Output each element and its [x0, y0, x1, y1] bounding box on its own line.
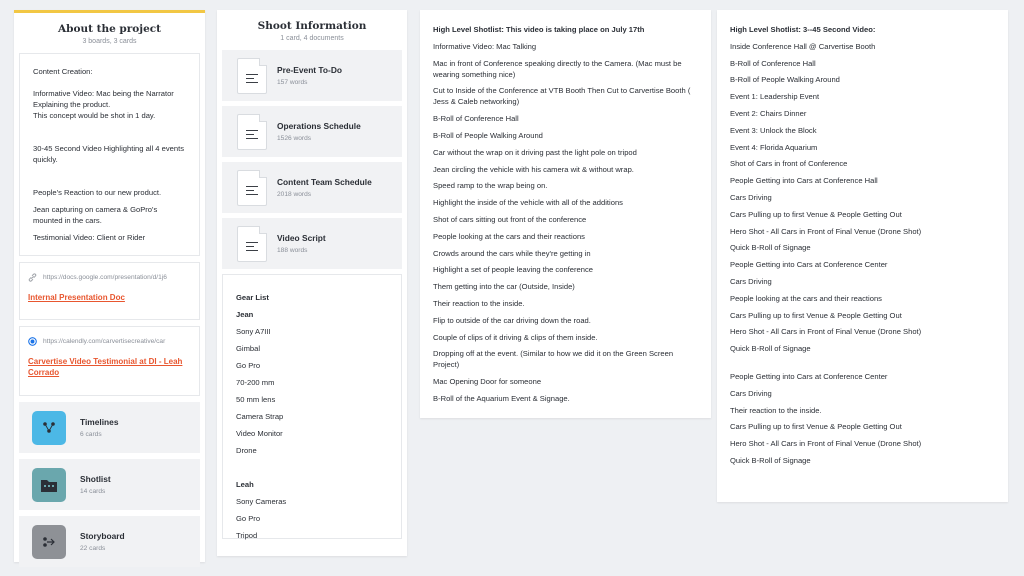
shot-item: Informative Video: Mac Talking — [433, 41, 537, 51]
board-name: Timelines — [80, 417, 119, 427]
shot-item: Flip to outside of the car driving down the road. — [433, 315, 591, 325]
shot-item: Cars Pulling up to first Venue & People Getting Out — [730, 209, 902, 219]
about-title: About the project — [57, 23, 162, 35]
document-words: 1526 words — [277, 135, 312, 142]
shot-item: B-Roll of Conference Hall — [433, 114, 519, 124]
document-name: Pre-Event To-Do — [277, 65, 342, 75]
document-words: 157 words — [277, 79, 308, 86]
board-name: Shotlist — [80, 474, 111, 484]
document-card[interactable] — [222, 106, 402, 157]
shot-item: Jean circling the vehicle with his camera wit & without wrap. — [433, 164, 634, 174]
document-icon — [237, 58, 267, 94]
about-subtitle: 3 boards, 3 cards — [82, 38, 137, 45]
shot-item: Mac in front of Conference speaking directly to the Camera. (Mac must be wearing something nice) — [433, 58, 682, 79]
shot-item: Cars Driving — [730, 388, 772, 398]
link-icon — [28, 273, 37, 282]
link-title-presentation[interactable]: Internal Presentation Doc — [28, 293, 125, 302]
content-line: This concept would be shot in 1 day. — [33, 111, 156, 120]
gear-owner-jean: Jean — [236, 310, 254, 319]
shot-item: Dropping off at the event. (Similar to how we did it on the Green Screen Project) — [433, 349, 674, 370]
board-name: Storyboard — [80, 531, 125, 541]
gear-item: 70-200 mm — [236, 378, 275, 387]
shot-item: Speed ramp to the wrap being on. — [433, 181, 548, 191]
shot-item: Shot of cars sitting out front of the conference — [433, 214, 587, 224]
link-url-row — [28, 337, 191, 346]
gear-item: Gimbal — [236, 344, 261, 353]
shot-item: People Getting into Cars at Conference Hall — [730, 176, 878, 186]
about-header — [14, 13, 205, 45]
document-icon — [237, 114, 267, 150]
shot-item: Highlight the inside of the vehicle with all of the additions — [433, 198, 623, 208]
shot-item: Hero Shot - All Cars in Front of Final Venue (Drone Shot) — [730, 439, 922, 449]
content-line: 30-45 Second Video Highlighting all 4 events quickly. — [33, 144, 184, 164]
shot-item: B-Roll of Conference Hall — [730, 58, 816, 68]
board-shotlist[interactable] — [19, 459, 200, 510]
document-card[interactable] — [222, 162, 402, 213]
shot-item: Couple of clips of it driving & clips of them inside. — [433, 332, 598, 342]
shot-item: B-Roll of People Walking Around — [433, 130, 543, 140]
gear-item: Video Monitor — [236, 429, 283, 438]
gear-item: Drone — [236, 446, 257, 455]
shot-item: B-Roll of People Walking Around — [730, 75, 840, 85]
gear-list-card[interactable] — [222, 274, 402, 539]
document-name: Video Script — [277, 233, 326, 243]
board-count: 6 cards — [80, 431, 102, 438]
link-card-calendly[interactable] — [19, 326, 200, 396]
shoot-title: Shoot Information — [257, 20, 367, 32]
content-line: Jean capturing on camera & GoPro's mounted in the cars. — [33, 205, 158, 225]
content-line: Testimonial Video: Client or Rider — [33, 233, 146, 242]
shot-item: Event 4: Florida Aquarium — [730, 142, 818, 152]
gear-item: Sony A7III — [236, 327, 271, 336]
document-card[interactable] — [222, 218, 402, 269]
timeline-board-icon — [32, 411, 66, 445]
shot-item: Cars Driving — [730, 276, 772, 286]
gear-item: 50 mm lens — [236, 395, 276, 404]
gear-item: Tripod — [236, 531, 258, 540]
gear-item: Go Pro — [236, 361, 261, 370]
content-creation-card[interactable] — [19, 53, 200, 256]
board-count: 22 cards — [80, 545, 106, 552]
shoot-subtitle: 1 card, 4 documents — [280, 35, 344, 42]
shot-item: Car without the wrap on it driving past the light pole on tripod — [433, 147, 637, 157]
shot-item: Event 1: Leadership Event — [730, 92, 820, 102]
shot-item: Crowds around the cars while they're getting in — [433, 248, 591, 258]
board-count: 14 cards — [80, 488, 106, 495]
shot-item: Event 3: Unlock the Block — [730, 125, 817, 135]
document-card[interactable] — [222, 50, 402, 101]
document-icon — [237, 170, 267, 206]
link-url-row — [28, 273, 191, 282]
document-name: Operations Schedule — [277, 121, 361, 131]
shot-item: Quick B-Roll of Signage — [730, 455, 811, 465]
shot-item: Cars Driving — [730, 192, 772, 202]
shot-item: Their reaction to the inside. — [433, 298, 525, 308]
shot-item: Cars Pulling up to first Venue & People Getting Out — [730, 422, 902, 432]
shot-item: Highlight a set of people leaving the conference — [433, 265, 593, 275]
document-words: 2018 words — [277, 191, 312, 198]
shot-item: Hero Shot - All Cars in Front of Final Venue (Drone Shot) — [730, 226, 922, 236]
content-line: Content Creation: — [33, 67, 93, 76]
shotlist-title: High Level Shotlist: This video is taking place on July 17th — [433, 25, 645, 34]
link-card-presentation[interactable] — [19, 262, 200, 320]
folder-board-icon — [32, 468, 66, 502]
shot-item: Event 2: Chairs Dinner — [730, 108, 807, 118]
shot-item: Inside Conference Hall @ Carvertise Booth — [730, 41, 876, 51]
shot-item: Hero Shot - All Cars in Front of Final Venue (Drone Shot) — [730, 327, 922, 337]
board-storyboard[interactable] — [19, 516, 200, 567]
link-url: https://calendly.com/carvertisecreative/car — [43, 338, 166, 345]
gear-item: Camera Strap — [236, 412, 284, 421]
shot-item: People looking at the cars and their reactions — [730, 293, 882, 303]
shotlist-title: High Level Shotlist: 3--45 Second Video: — [730, 25, 876, 34]
shot-item: Cut to Inside of the Conference at VTB Booth Then Cut to Carvertise Booth ( Jess & Caleb networking) — [433, 86, 691, 107]
about-project-column — [14, 10, 205, 562]
storyboard-board-icon — [32, 525, 66, 559]
shot-item: People Getting into Cars at Conference Center — [730, 371, 888, 381]
calendly-icon — [28, 337, 37, 346]
shoot-header — [217, 10, 407, 42]
shotlist-short-video-card[interactable] — [717, 10, 1008, 502]
shot-item: Their reaction to the inside. — [730, 405, 822, 415]
shoot-info-column — [217, 10, 407, 556]
shotlist-july-card[interactable] — [420, 10, 711, 418]
shot-item: Cars Pulling up to first Venue & People Getting Out — [730, 310, 902, 320]
shot-item: Mac Opening Door for someone — [433, 377, 542, 387]
content-line: Informative Video: Mac being the Narrator Explaining the product. — [33, 89, 174, 109]
shot-item: Them getting into the car (Outside, Inside) — [433, 282, 575, 292]
shot-item: People Getting into Cars at Conference Center — [730, 260, 888, 270]
shot-item: Quick B-Roll of Signage — [730, 243, 811, 253]
link-url: https://docs.google.com/presentation/d/1j6 — [43, 274, 167, 281]
document-name: Content Team Schedule — [277, 177, 372, 187]
board-timelines[interactable] — [19, 402, 200, 453]
document-icon — [237, 226, 267, 262]
link-title-calendly[interactable]: Carvertise Video Testimonial at DI - Leah Corrado — [28, 357, 183, 377]
content-line: People's Reaction to our new product. — [33, 188, 162, 197]
shot-item: People looking at the cars and their reactions — [433, 231, 585, 241]
document-words: 188 words — [277, 247, 308, 254]
gear-item: Sony Cameras — [236, 497, 287, 506]
shot-item: Shot of Cars in front of Conference — [730, 159, 848, 169]
gear-owner-leah: Leah — [236, 480, 254, 489]
gear-title: Gear List — [236, 293, 269, 302]
shot-item: Quick B-Roll of Signage — [730, 344, 811, 354]
gear-item: Go Pro — [236, 514, 261, 523]
shot-item: B-Roll of the Aquarium Event & Signage. — [433, 393, 570, 403]
